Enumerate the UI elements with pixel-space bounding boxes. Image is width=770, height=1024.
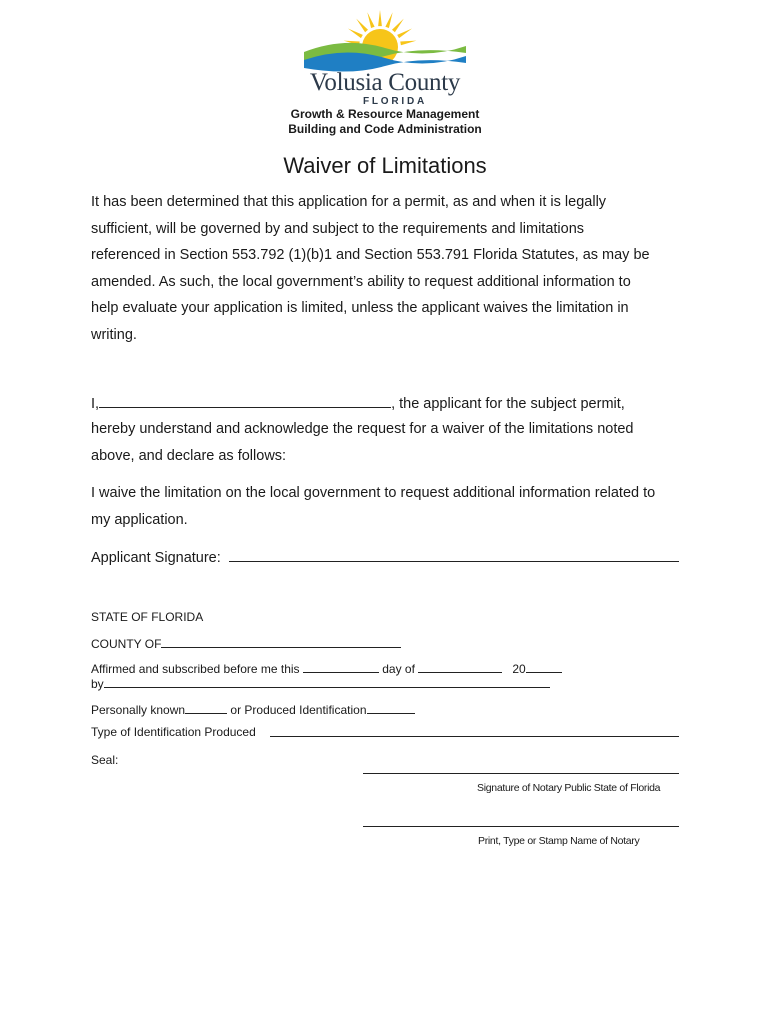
applicant-signature-field[interactable] xyxy=(229,561,679,562)
year-prefix: 20 xyxy=(512,662,526,676)
sun-ray xyxy=(367,12,374,28)
intro-paragraph xyxy=(91,189,691,349)
year-field[interactable] xyxy=(526,660,562,673)
waive-line: I waive the limitation on the local government to request additional information related to xyxy=(91,485,656,501)
applicant-suffix: , the applicant for the subject permit, xyxy=(391,396,625,412)
logo-state-name: FLORIDA xyxy=(362,96,428,107)
county-field[interactable] xyxy=(161,635,401,648)
waive-line: my application. xyxy=(91,511,188,528)
sun-ray xyxy=(385,12,392,28)
ack-line: hereby understand and acknowledge the request for a waiver of the limitations noted xyxy=(91,421,634,437)
division-name: Building and Code Administration xyxy=(288,122,482,136)
intro-line: writing. xyxy=(91,326,137,343)
seal-label: Seal: xyxy=(91,753,119,767)
id-type-field[interactable] xyxy=(270,736,679,737)
personally-known-label: Personally known xyxy=(91,703,186,717)
by-label: by xyxy=(91,677,104,691)
id-type-label: Type of Identification Produced xyxy=(91,725,256,739)
sun-ray xyxy=(400,41,416,46)
intro-line: sufficient, will be governed by and subject to the requirements and limitations xyxy=(91,220,585,237)
waiver-paragraph xyxy=(91,480,701,533)
or-produced-label: or Produced Identification xyxy=(230,703,367,717)
sun-ray xyxy=(348,29,363,39)
applicant-name-row xyxy=(91,393,625,414)
sun-ray xyxy=(392,19,404,33)
applicant-prefix: I, xyxy=(91,396,100,412)
notary-state: STATE OF FLORIDA xyxy=(91,610,204,624)
by-row xyxy=(91,675,550,692)
by-field[interactable] xyxy=(104,675,550,688)
logo-county-name: Volusia County xyxy=(309,69,461,96)
day-of-label: day of xyxy=(382,662,415,676)
acknowledgement-paragraph xyxy=(91,416,691,469)
sun-ray xyxy=(356,19,368,33)
applicant-signature-label: Applicant Signature: xyxy=(91,550,221,566)
notary-name-field[interactable] xyxy=(363,826,679,827)
intro-line: amended. As such, the local government’s ability to request additional information to xyxy=(91,273,631,290)
notary-signature-caption: Signature of Notary Public State of Florida xyxy=(477,782,661,794)
page-title: Waiver of Limitations xyxy=(283,153,487,178)
applicant-name-field[interactable] xyxy=(99,393,391,408)
volusia-county-logo xyxy=(300,6,470,106)
county-row xyxy=(91,635,401,652)
personally-known-field[interactable] xyxy=(185,701,227,714)
county-label: COUNTY OF xyxy=(91,637,162,651)
notary-signature-field[interactable] xyxy=(363,773,679,774)
month-field[interactable] xyxy=(418,660,502,673)
sun-ray xyxy=(397,29,412,39)
affirmed-label: Affirmed and subscribed before me this xyxy=(91,662,300,676)
sun-ray xyxy=(378,10,382,26)
department-name: Growth & Resource Management xyxy=(290,107,480,121)
identification-row xyxy=(91,701,415,718)
intro-line: help evaluate your application is limited, unless the applicant waives the limitation in xyxy=(91,300,629,317)
intro-line: It has been determined that this application for a permit, as and when it is legally xyxy=(91,194,607,210)
produced-identification-field[interactable] xyxy=(367,701,415,714)
notary-name-caption: Print, Type or Stamp Name of Notary xyxy=(478,835,640,847)
ack-line: above, and declare as follows: xyxy=(91,447,287,464)
intro-line: referenced in Section 553.792 (1)(b)1 and Section 553.791 Florida Statutes, as may be xyxy=(91,247,650,264)
day-field[interactable] xyxy=(303,660,379,673)
